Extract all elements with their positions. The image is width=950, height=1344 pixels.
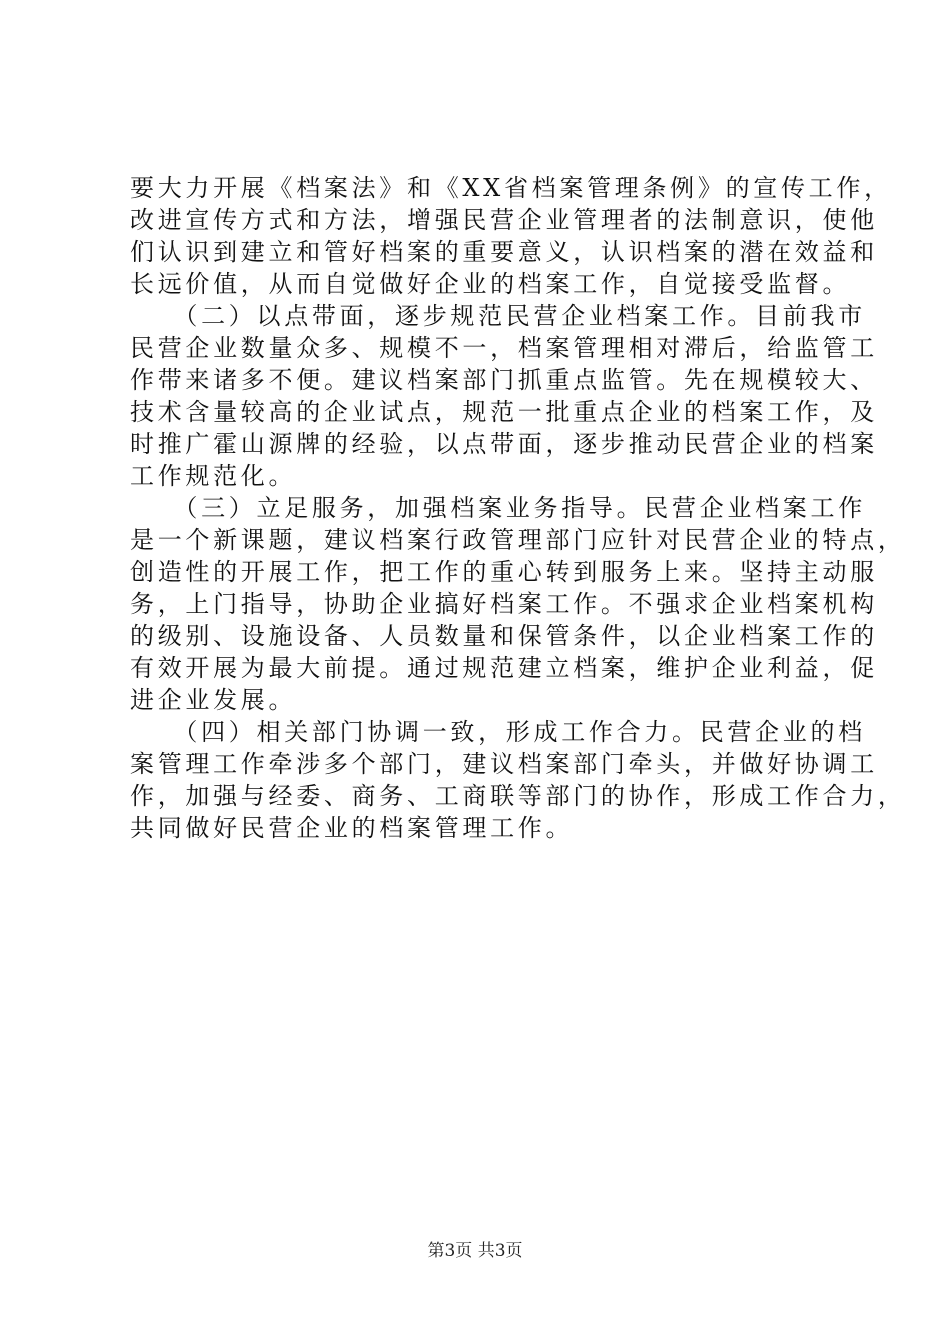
text-line: 作带来诸多不便。建议档案部门抓重点监管。先在规模较大、 — [130, 366, 878, 394]
document-body — [130, 172, 906, 844]
text-line: 民营企业数量众多、规模不一，档案管理相对滞后，给监管工 — [130, 334, 878, 362]
page-number-footer: 第3页 共3页 — [427, 1241, 523, 1261]
text-line: 时推广霍山源牌的经验，以点带面，逐步推动民营企业的档案 — [130, 430, 878, 458]
text-line: 是一个新课题，建议档案行政管理部门应针对民营企业的特点， — [130, 526, 906, 554]
text-line: 创造性的开展工作，把工作的重心转到服务上来。坚持主动服 — [130, 558, 878, 586]
text-line: 有效开展为最大前提。通过规范建立档案，维护企业利益，促 — [130, 654, 878, 682]
text-line: 要大力开展《档案法》和《XX省档案管理条例》的宣传工作， — [130, 174, 892, 202]
text-line: 长远价值，从而自觉做好企业的档案工作，自觉接受监督。 — [130, 270, 851, 298]
text-line: 们认识到建立和管好档案的重要意义，认识档案的潜在效益和 — [130, 238, 878, 266]
text-line: （四）相关部门协调一致，形成工作合力。民营企业的档 — [130, 718, 866, 746]
text-line: 进企业发展。 — [130, 686, 297, 714]
text-line: 案管理工作牵涉多个部门，建议档案部门牵头，并做好协调工 — [130, 750, 878, 778]
text-line: 的级别、设施设备、人员数量和保管条件，以企业档案工作的 — [130, 622, 878, 650]
text-line: 改进宣传方式和方法，增强民营企业管理者的法制意识，使他 — [130, 206, 878, 234]
text-line: （三）立足服务，加强档案业务指导。民营企业档案工作 — [130, 494, 866, 522]
text-line: 务，上门指导，协助企业搞好档案工作。不强求企业档案机构 — [130, 590, 878, 618]
text-line: 工作规范化。 — [130, 462, 297, 490]
text-line: 作，加强与经委、商务、工商联等部门的协作，形成工作合力， — [130, 782, 906, 810]
text-line: 技术含量较高的企业试点，规范一批重点企业的档案工作，及 — [130, 398, 878, 426]
text-line: 共同做好民营企业的档案管理工作。 — [130, 814, 574, 842]
text-line: （二）以点带面，逐步规范民营企业档案工作。目前我市 — [130, 302, 866, 330]
